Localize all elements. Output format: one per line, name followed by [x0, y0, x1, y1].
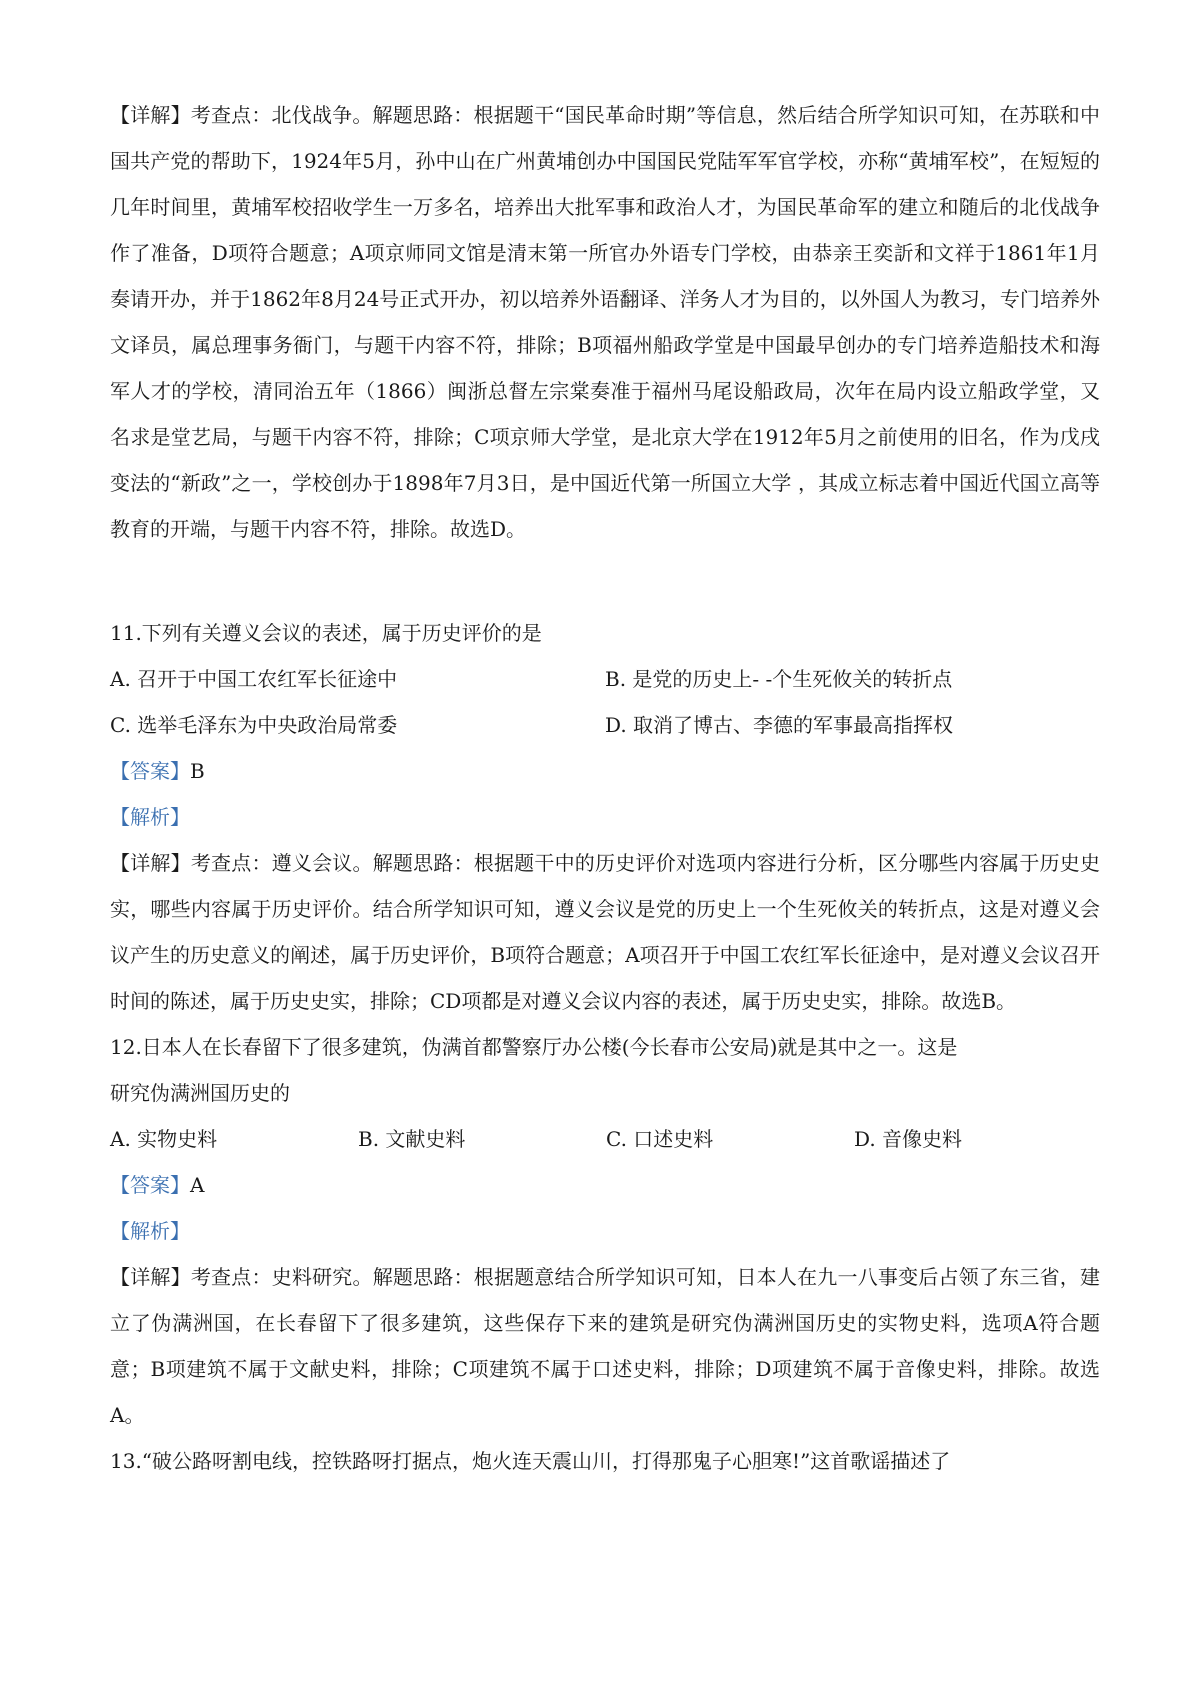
- q11-option-c: C. 选举毛泽东为中央政治局常委: [110, 713, 398, 737]
- q12-stem-line2: 研究伪满洲国历史的: [110, 1081, 290, 1105]
- q12-option-d: D. 音像史料: [854, 1127, 963, 1151]
- document-page: [110, 92, 1100, 1484]
- q10-detail: 【详解】考查点：北伐战争。解题思路：根据题干“国民革命时期”等信息，然后结合所学知识可知，在苏联和中国共产党的帮助下，1924年5月，孙中山在广州黄埔创办中国国民党陆军军官学校，亦称“黄埔军校”，在短短的几年时间里，黄埔军校招收学生一万多名，培养出大批军事和政治人才，为国民革命军的建立和随后的北伐战争作了准备，D项符合题意；A项京师同文馆是清末第一所官办外语专门学校，由恭亲王奕訢和文祥于1861年1月奏请开办，并于1862年8月24号正式开办，初以培养外语翻译、洋务人才为目的，以外国人为教习，专门培养外文译员，属总理事务衙门，与题干内容不符，排除；B项福州船政学堂是中国最早创办的专门培养造船技术和海军人才的学校，清同治五年（1866）闽浙总督左宗棠奏准于福州马尾设船政局，次年在局内设立船政学堂，又名求是堂艺局，与题干内容不符，排除；C项京师大学堂，是北京大学在1912年5月之前使用的旧名，作为戊戌变法的“新政”之一，学校创办于1898年7月3日，是中国近代第一所国立大学 ，其成立标志着中国近代国立高等教育的开端，与题干内容不符，排除。故选D。: [110, 103, 1100, 541]
- q12-stem-line1: 12.日本人在长春留下了很多建筑，伪满首都警察厅办公楼(今长春市公安局)就是其中之一。这是: [110, 1035, 958, 1059]
- q12-option-c: C. 口述史料: [606, 1127, 714, 1151]
- answer-value: A: [190, 1173, 205, 1197]
- q11-analysis-tag: 【解析】: [110, 805, 190, 829]
- q11-options: [110, 656, 1100, 748]
- q12-option-b: B. 文献史料: [358, 1127, 466, 1151]
- answer-value: B: [190, 759, 205, 783]
- q12-answer: [110, 1162, 1100, 1208]
- q11-answer: [110, 748, 1100, 794]
- answer-tag: 【答案】: [110, 759, 190, 783]
- q11-stem: 11.下列有关遵义会议的表述，属于历史评价的是: [110, 621, 542, 645]
- q12-option-a: A. 实物史料: [110, 1127, 218, 1151]
- q11-detail: 【详解】考查点：遵义会议。解题思路：根据题干中的历史评价对选项内容进行分析，区分哪些内容属于历史史实，哪些内容属于历史评价。结合所学知识可知，遵义会议是党的历史上一个生死攸关的转折点，这是对遵义会议产生的历史意义的阐述，属于历史评价，B项符合题意；A项召开于中国工农红军长征途中，是对遵义会议召开时间的陈述，属于历史史实，排除；CD项都是对遵义会议内容的表述，属于历史史实，排除。故选B。: [110, 851, 1100, 1013]
- q11-option-b: B. 是党的历史上- -个生死攸关的转折点: [605, 667, 953, 691]
- answer-tag: 【答案】: [110, 1173, 190, 1197]
- q11-option-a: A. 召开于中国工农红军长征途中: [110, 667, 398, 691]
- q12-detail: 【详解】考查点：史料研究。解题思路：根据题意结合所学知识可知，日本人在九一八事变后占领了东三省，建立了伪满洲国，在长春留下了很多建筑，这些保存下来的建筑是研究伪满洲国历史的实物史料，选项A符合题意；B项建筑不属于文献史料，排除；C项建筑不属于口述史料，排除；D项建筑不属于音像史料，排除。故选A。: [110, 1265, 1100, 1427]
- q12-analysis-tag: 【解析】: [110, 1219, 190, 1243]
- section-gap: [110, 552, 1100, 610]
- q13-stem: 13.“破公路呀割电线，控铁路呀打据点，炮火连天震山川，打得那鬼子心胆寒!”这首歌谣描述了: [110, 1449, 951, 1473]
- q12-options: [110, 1116, 1100, 1162]
- q11-option-d: D. 取消了博古、李德的军事最高指挥权: [605, 713, 954, 737]
